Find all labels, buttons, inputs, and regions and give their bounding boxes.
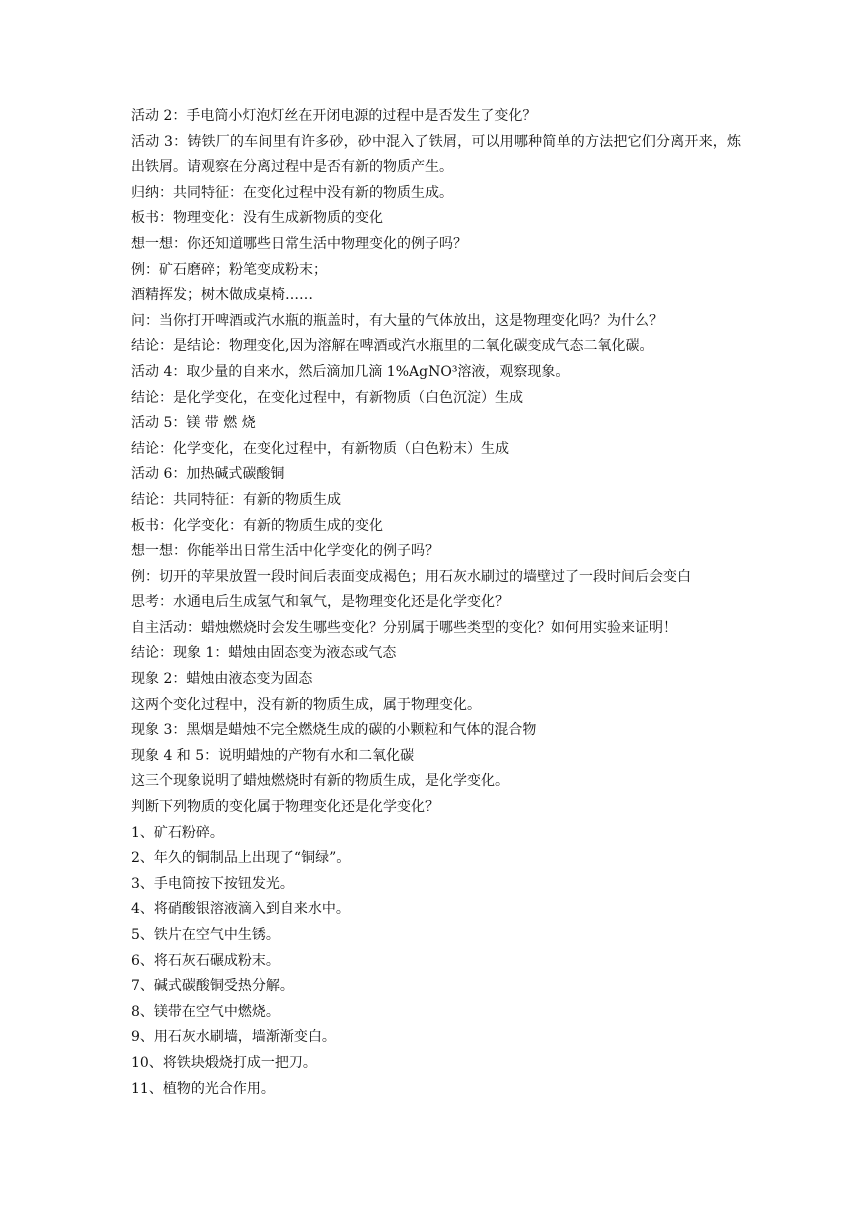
activity-6-text: 活动 6：加热碱式碳酸铜 <box>131 466 285 483</box>
exercise-item-2: 2、年久的铜制品上出现了“铜绿”。 <box>131 850 351 867</box>
conclusion-common-feature: 结论：共同特征：有新的物质生成 <box>131 491 341 508</box>
phenomenon-4-5: 现象 4 和 5：说明蜡烛的产物有水和二氧化碳 <box>131 747 415 764</box>
board-physical-change: 板书：物理变化：没有生成新物质的变化 <box>131 210 383 227</box>
exercise-item-5: 5、铁片在空气中生锈。 <box>131 927 280 943</box>
exercise-item-7: 7、碱式碳酸铜受热分解。 <box>131 978 294 995</box>
conclusion-activity-4: 结论：是化学变化，在变化过程中，有新物质（白色沉淀）生成 <box>131 389 523 406</box>
self-activity: 自主活动：蜡烛燃烧时会发生哪些变化？分别属于哪些类型的变化？如何用实验来证明！ <box>131 619 677 636</box>
activity-3-text: 活动 3：铸铁厂的车间里有许多砂，砂中混入了铁屑，可以用哪种简单的方法把它们分离开来，炼出铁屑。请观察在分离过程中是否有新的物质产生。 <box>131 133 741 176</box>
activity-5-text: 活动 5：镁 带 燃 烧 <box>131 415 256 432</box>
phenomenon-3: 现象 3：黑烟是蜡烛不完全燃烧生成的碳的小颗粒和气体的混合物 <box>131 722 537 739</box>
conclusion-phenomenon-1: 结论：现象 1：蜡烛由固态变为液态或气态 <box>131 645 397 662</box>
chemical-change-summary: 这三个现象说明了蜡烛燃烧时有新的物质生成，是化学变化。 <box>131 773 509 790</box>
activity-2-text: 活动 2：手电筒小灯泡灯丝在开闭电源的过程中是否发生了变化？ <box>131 108 537 124</box>
exercise-item-1: 1、矿石粉碎。 <box>131 824 224 841</box>
example-line-1: 例：矿石磨碎；粉笔变成粉末； <box>131 261 327 278</box>
summary-text: 归纳：共同特征：在变化过程中没有新的物质生成。 <box>131 184 453 201</box>
exercise-item-3: 3、手电筒按下按钮发光。 <box>131 875 294 892</box>
example-chemical: 例：切开的苹果放置一段时间后表面变成褐色；用石灰水刷过的墙壁过了一段时间后会变白 <box>131 568 691 585</box>
think-physical-examples: 想一想：你还知道哪些日常生活中物理变化的例子吗？ <box>131 235 467 252</box>
exercise-item-10: 10、将铁块煅烧打成一把刀。 <box>131 1054 317 1071</box>
example-line-2: 酒精挥发；树木做成桌椅…… <box>131 287 313 304</box>
exercise-prompt: 判断下列物质的变化属于物理变化还是化学变化？ <box>131 799 439 816</box>
exercise-item-8: 8、镁带在空气中燃烧。 <box>131 1003 280 1020</box>
board-chemical-change: 板书：化学变化：有新的物质生成的变化 <box>131 517 383 534</box>
question-text: 问：当你打开啤酒或汽水瓶的瓶盖时，有大量的气体放出，这是物理变化吗？为什么？ <box>131 312 663 329</box>
exercise-item-11: 11、植物的光合作用。 <box>131 1080 275 1097</box>
thinking-question: 思考：水通电后生成氢气和氧气，是物理变化还是化学变化？ <box>131 594 509 611</box>
exercise-item-4: 4、将硝酸银溶液滴入到自来水中。 <box>131 901 350 918</box>
document-body <box>131 104 741 1102</box>
activity-4-text: 活动 4：取少量的自来水，然后滴加几滴 1%AgNO³溶液，观察现象。 <box>131 363 570 380</box>
conclusion-activity-5: 结论：化学变化，在变化过程中，有新物质（白色粉末）生成 <box>131 440 509 457</box>
exercise-item-6: 6、将石灰石碾成粉末。 <box>131 952 280 969</box>
think-chemical-examples: 想一想：你能举出日常生活中化学变化的例子吗？ <box>131 543 439 560</box>
phenomenon-2: 现象 2：蜡烛由液态变为固态 <box>131 671 313 688</box>
conclusion-physical: 结论：是结论：物理变化,因为溶解在啤酒或汽水瓶里的二氧化碳变成气态二氧化碳。 <box>131 338 654 355</box>
exercise-item-9: 9、用石灰水刷墙，墙渐渐变白。 <box>131 1029 336 1046</box>
physical-change-summary: 这两个变化过程中，没有新的物质生成，属于物理变化。 <box>131 696 481 713</box>
